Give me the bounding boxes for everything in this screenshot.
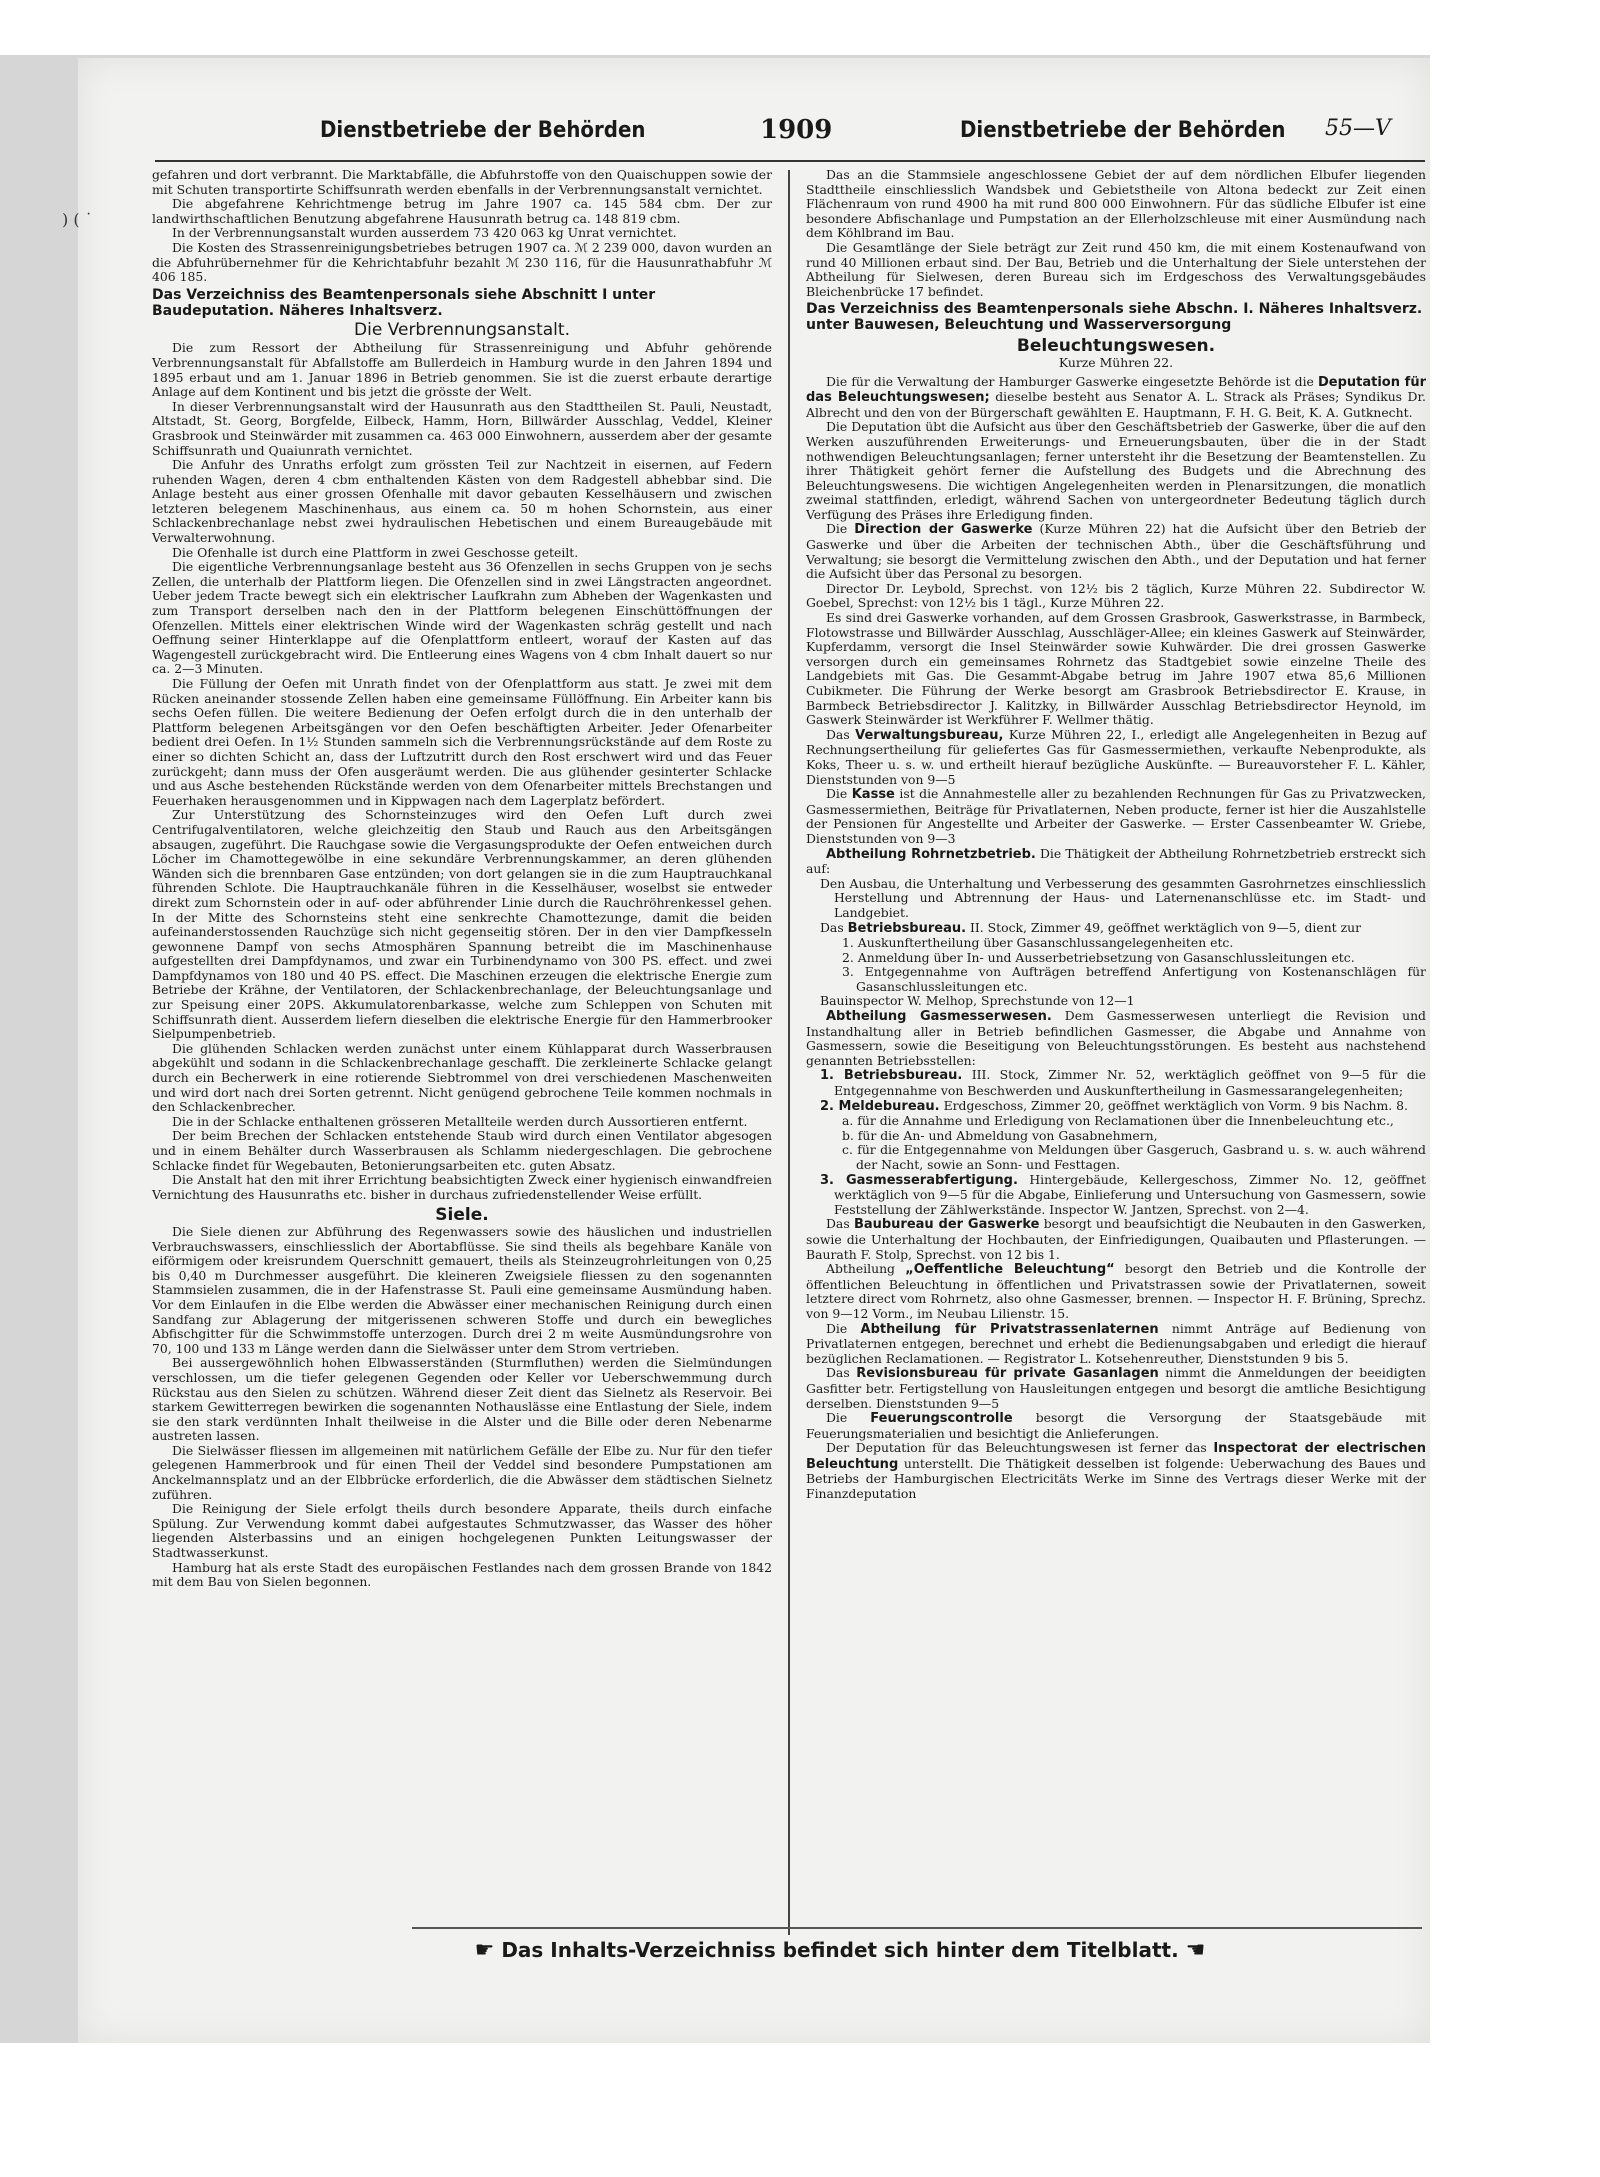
list-item bbox=[806, 1173, 1426, 1218]
text: Die bbox=[826, 521, 848, 537]
lead-term: Direction der Gaswerke bbox=[854, 522, 1033, 538]
text: nimmt Anträge auf Bedienung von Privatlaternen entgegen, berechnet und erhebt die Bedienungsabgaben und erledigt die hierauf bezüglichen Reclamationen. — Registrator L. Kotsehenreuther, Dienststunden 9 bis 5. bbox=[806, 1320, 1426, 1366]
section-heading-beleuchtungswesen: Beleuchtungswesen. bbox=[1016, 336, 1216, 357]
header-rule bbox=[155, 160, 1425, 162]
paragraph: Die Reinigung der Siele erfolgt theils durch besondere Apparate, theils durch einfache Spülung. Zur Verwendung kommt dabei aufgestautes Schmutzwasser, das Wasser des höher liegenden Alsterbassins und an einigen hochgelegenen Punkten Leitungswasser der Stadtwasserkunst. bbox=[152, 1501, 772, 1561]
text: ist die Annahmestelle aller zu bezahlenden Rechnungen für Gas zu Privatzwecken, Gasmessermiethen, Beiträge für Privatlaternen, Neben producte, ferner ist hier die Auszahlstelle der Pensionen für Angestellte und Arbeiter der Gaswerke. — Erster Cassenbeamter W. Griebe, Dienststunden von 9—3 bbox=[806, 786, 1426, 846]
paragraph bbox=[806, 787, 1426, 846]
paragraph: Die abgefahrene Kehrichtmenge betrug im Jahre 1907 ca. 145 584 cbm. Der zur landwirthschaftlichen Benutzung abgefahrene Hausunrath betrug ca. 148 819 cbm. bbox=[152, 196, 772, 226]
lead-term: Betriebsbureau. bbox=[847, 920, 967, 936]
list-item: b. für die An- und Abmeldung von Gasabnehmern, bbox=[842, 1127, 1158, 1143]
paragraph: Director Dr. Leybold, Sprechst. von 12½ bis 2 täglich, Kurze Mühren 22. Subdirector W. Goebel, Sprechst: von 12½ bis 1 tägl., Kurze Mühren 22. bbox=[806, 580, 1426, 611]
text: (Kurze Mühren 22) hat die Aufsicht über den Betrieb der Gaswerke und über die Arbeiten der technischen Abth., über die Geschäftsführung und Verwaltung; sie besorgt die Vermittelung zwischen den Abth., und der Deputation und hat ferner die Aufsicht über das Personal zu besorgen. bbox=[806, 521, 1426, 582]
paragraph: Die Anstalt hat den mit ihrer Errichtung beabsichtigten Zweck einer hygienisch einwandfreien Vernichtung des Hausunraths etc. bisher in durchaus zufriedenstellender Weise erfüllt. bbox=[152, 1172, 772, 1202]
right-column bbox=[806, 168, 1426, 1502]
paragraph bbox=[806, 1262, 1426, 1321]
list-item: a. für die Annahme und Erledigung von Reclamationen über die Innenbeleuchtung etc., bbox=[842, 1113, 1394, 1129]
list-item: 3. Entgegennahme von Aufträgen betreffend Anfertigung von Kostenanschlägen für Gasanschlussleitungen etc. bbox=[842, 964, 1426, 994]
paragraph: Die in der Schlacke enthaltenen grösseren Metallteile werden durch Aussortieren entfernt. bbox=[172, 1113, 748, 1129]
text: Das bbox=[826, 1365, 850, 1381]
text: dieselbe besteht aus Senator A. L. Strack als Präses; Syndikus Dr. Albrecht und den von der Bürgerschaft gewählten E. Hauptmann, F. H. G. Beit, K. A. Gutknecht. bbox=[806, 389, 1426, 420]
footer-notice bbox=[410, 1938, 1270, 1963]
paragraph: Die glühenden Schlacken werden zunächst unter einem Kühlapparat durch Wasserbrausen abgekühlt und sodann in die Schlackenbrechanlage geschafft. Die zerkleinerte Schlacke gelangt durch ein Becherwerk in eine rotierende Siebtrommel von drei verschiedenen Maschenweiten und wird dort nach drei Sorten getrennt. Nicht genügend gebrochene Teile kommen nochmals in den Schlackenbrecher. bbox=[152, 1040, 772, 1115]
section-heading-verbrennungsanstalt: Die Verbrennungsanstalt. bbox=[354, 319, 570, 340]
text: unterstellt. Die Thätigkeit desselben ist folgende: Ueberwachung des Baues und Betriebs der Hamburgischen Electricitäts Werke im Sinne des Vertrags dieser Werke mit der Finanzdeputation bbox=[806, 1455, 1426, 1502]
lead-term: Revisionsbureau für private Gasanlagen bbox=[856, 1366, 1159, 1382]
lead-term: Inspectorat der electrischen Beleuchtung bbox=[806, 1441, 1426, 1472]
text: Das bbox=[826, 726, 850, 742]
edge-marks: ) ( ˙ bbox=[62, 210, 93, 229]
text: Hintergebäude, Kellergeschoss, Zimmer No. 12, geöffnet werktäglich von 9—5 für die Abgabe, Einlieferung und Untersuchung von Gasmessern, sowie Feststellung der Zählwerkstände. Inspector W. Jantzen, Sprechst. von 2—4. bbox=[834, 1171, 1426, 1217]
paragraph bbox=[806, 1441, 1426, 1501]
left-column bbox=[152, 168, 772, 1590]
lead-term: Abtheilung Rohrnetzbetrieb. bbox=[826, 846, 1036, 862]
paragraph: Bauinspector W. Melhop, Sprechstunde von 12—1 bbox=[820, 993, 1135, 1009]
footer-rule bbox=[412, 1927, 1422, 1929]
paragraph: gefahren und dort verbrannt. Die Marktabfälle, die Abfuhrstoffe von den Quaischuppen sowie der mit Schuten transportirte Schiffsunrath werden ebenfalls in der Verbrennungsanstalt vernichtet. bbox=[152, 167, 772, 197]
paragraph: Das an die Stammsiele angeschlossene Gebiet der auf dem nördlichen Elbufer liegenden Stadttheile einschliesslich Wandsbek und Gebietstheile von Altona bedeckt zur Zeit einen Flächenraum von rund 4900 ha mit rund 800 000 Einwohnern. Für das südliche Elbufer ist eine besondere Abfischanlage und Pumpstation an der Ellerholzschleuse mit einer Ausmündung nach dem Köhlbrand im Bau. bbox=[806, 167, 1426, 241]
page-header bbox=[240, 110, 1400, 150]
text: Die für die Verwaltung der Hamburger Gaswerke eingesetzte Behörde ist die bbox=[826, 373, 1314, 389]
paragraph: Die Siele dienen zur Abführung des Regenwassers sowie des häuslichen und industriellen Verbrauchswassers, einschliesslich der Abortabflüsse. Sie sind theils als begehbare Kanäle von eiförmigem oder kreisrundem Querschnitt gemauert, theils als Steinzeugrohrleitungen von 0,25 bis 0,40 m Durchmesser ausgeführt. Die kleineren Zweigsiele fliessen zu den sogenannten Stammsielen zusammen, die in der Hafenstrasse St. Pauli eine gemeinsame Ausmündung haben. Vor dem Einlaufen in die Elbe werden die Abwässer einer mechanischen Reinigung durch einen Sandfang zur Ablagerung der mitgerissenen schweren Stoffe und durch ein bewegliches Abfischgitter für die Schwimmstoffe unterzogen. Durch drei 2 m weite Ausmündungsrohre von 70, 100 und 133 m Länge werden dann die Sielwässer unter dem Strom vertrieben. bbox=[152, 1223, 772, 1356]
paragraph bbox=[806, 1322, 1426, 1367]
paragraph: Bei aussergewöhnlich hohen Elbwasserständen (Sturmfluthen) werden die Sielmündungen verschlossen, um die tiefer gelegenen Gegenden oder Keller vor Ueberschwemmung durch Rückstau aus den Sielen zu schützen. Während dieser Zeit dient das Sielnetz als Reservoir. Bei starkem Gewitterregen bewirken die sogenannten Nothauslässe eine Entlastung der Siele, indem sie den stark verdünnten Inhalt theilweise in die Alster und die Bille oder deren Nebenarme austreten lassen. bbox=[152, 1355, 772, 1444]
paragraph: Die Sielwässer fliessen im allgemeinen mit natürlichem Gefälle der Elbe zu. Nur für den tiefer gelegenen Hammerbrook und für einen Theil der Veddel sind besondere Pumpstationen am Anckelmannsplatz und an der Elbbrücke erforderlich, die die Abwässer dem städtischen Sielnetz zuführen. bbox=[152, 1442, 772, 1502]
page-number: 55—V bbox=[1325, 116, 1391, 141]
section-address: Kurze Mühren 22. bbox=[1058, 354, 1174, 370]
paragraph: Die Ofenhalle ist durch eine Plattform in zwei Geschosse geteilt. bbox=[172, 544, 579, 560]
text: besorgt die Versorgung der Staatsgebäude mit Feuerungsmaterialien und besichtigt die Anlieferungen. bbox=[806, 1410, 1426, 1441]
list-item: 2. Anmeldung über In- und Ausserbetriebsetzung von Gasanschlussleitungen etc. bbox=[842, 949, 1355, 965]
lead-term: 3. Gasmesserabfertigung. bbox=[820, 1172, 1018, 1188]
paragraph: Die eigentliche Verbrennungsanlage besteht aus 36 Ofenzellen in sechs Gruppen von je sechs Zellen, die unterhalb der Plattform liegen. Die Ofenzellen sind in zwei Längstracten angeordnet. Ueber jedem Tracte bewegt sich ein elektrischer Laufkrahn zum Abheben der Wagenkasten und zum Transport derselben nach den in der Plattform belegenen Einschüttöffnungen der Ofenzellen. Mittels einer elektrischen Winde wird der Wagenkasten schräg gestellt und nach Oeffnung seiner Hinterklappe auf die Ofenplattform entleert, worauf der Kasten auf das Wagengestell zurückgebracht wird. Die Entleerung eines Wagens von 4 cbm Inhalt dauert so nur ca. 2—3 Minuten. bbox=[152, 559, 772, 677]
paragraph: In dieser Verbrennungsanstalt wird der Hausunrath aus den Stadttheilen St. Pauli, Neustadt, Altstadt, St. Georg, Borgfelde, Eilbeck, Hamm, Horn, Billwärder Ausschlag, Veddel, Kleiner Grasbrook und Steinwärder mit zusammen ca. 463 000 Einwohnern, ausserdem aber der gesamte Schiffsunrath und Quaiunrath vernichtet. bbox=[152, 398, 772, 458]
text: Die bbox=[826, 786, 848, 802]
paragraph: Die Anfuhr des Unraths erfolgt zum grössten Teil zur Nachtzeit in eisernen, auf Federn ruhenden Wagen, deren 4 cbm enthaltenden Kästen von dem Radgestell abhebbar sind. Die Anlage besteht aus einer grossen Ofenhalle mit davor gebauten Kesselhäusern und zwischen letzteren belegenem Maschinenhaus, aus einem ca. 50 m hohen Schornstein, aus einer Schlackenbrechanlage nebst zwei hydraulischen Hebetischen und einem Bureaugebäude mit Verwalterwohnung. bbox=[152, 457, 772, 546]
text: besorgt den Betrieb und die Kontrolle der öffentlichen Beleuchtung in öffentlichen und Privatstrassen sowie der Privatlaternen, soweit letztere direct vom Rohrnetz, also ohne Gasmesser, brennen. — Inspector H. F. Brüning, Sprechz. von 9—12 Vorm., im Neubau Lilienstr. 15. bbox=[806, 1261, 1426, 1321]
text: Erdgeschoss, Zimmer 20, geöffnet werktäglich von Vorm. 9 bis Nachm. 8. bbox=[943, 1097, 1408, 1113]
paragraph: Die Füllung der Oefen mit Unrath findet von der Ofenplattform aus statt. Je zwei mit dem Rücken aneinander stossende Zellen haben eine gemeinsame Füllöffnung. Ein Arbeiter kann bis sechs Oefen füllen. Die weitere Bedienung der Oefen erfolgt durch die in den unterhalb der Plattform belegenen Arbeitsgängen vor den Oefen beschäftigten Arbeiter. Jeder Ofenarbeiter bedient drei Oefen. In 1½ Stunden sammeln sich die Verbrennungsrückstände auf dem Roste zu einer so dichten Schicht an, dass der Luftzutritt durch den Rost erschwert wird und das Feuer zurückgeht; dann muss der Ofen ausgeräumt werden. Die aus glühender gesinterter Schlacke und aus Asche bestehenden Rückstände werden von dem Ofenarbeiter mittels Brechstangen und Feuerhaken herausgenommen und in Kippwagen nach dem Lagerplatz befördert. bbox=[152, 676, 772, 808]
paragraph: Zur Unterstützung des Schornsteinzuges wird den Oefen Luft durch zwei Centrifugalventilatoren, welche gleichzeitig den Staub und Rauch aus den Arbeitsgängen absaugen, zugeführt. Die Rauchgase sowie die Vergasungsprodukte der Oefen entweichen durch Löcher im Chamottegewölbe in eine sekundäre Verbrennungskammer, an deren glühenden Wänden sich die brennbaren Gase entzünden; von dort gelangen sie in die zum Hauptrauchkanal führenden Schlote. Die Hauptrauchkanäle führen in die Kesselhäuser, woselbst sie entweder direkt zum Schornstein oder in auf- oder abführender Linie durch die Rauchröhrenkessel gehen. In der Mitte des Schornsteins steht eine senkrechte Chamottezunge, damit die beiden aufeinanderstossenden Rauchzüge sich nicht gegenseitig stören. Der in den vier Dampfkesseln gewonnene Dampf von sechs Atmosphären Spannung betreibt die im Maschinenhause aufgestellten drei Dampfdynamos, und zwar ein Turbinendynamo von 300 PS. effect. und zwei Dampfdynamos von 180 und 40 PS. effect. Die Maschinen erzeugen die elektrische Energie zum Betriebe der Krähne, der Ventilatoren, der Schlackenbrechanlage, der Beleuchtungsanlage und zur Speisung einer 20PS. Akkumulatorenbarkasse, welche zum Schleppen von Schuten mit Schiffsunrath dient. Ausserdem liefern dieselben die elektrische Energie für den Hammerbrooker Sielpumpenbetrieb. bbox=[152, 807, 772, 1042]
list-item bbox=[806, 1099, 1426, 1115]
paragraph bbox=[806, 1217, 1426, 1262]
paragraph: Der beim Brechen der Schlacken entstehende Staub wird durch einen Ventilator abgesogen und in einem Behälter durch Wasserbrausen als Schlamm niedergeschlagen. Die gebrochene Schlacke findet für Wegebauten, Betonierungsarbeiten etc. guten Absatz. bbox=[152, 1128, 772, 1173]
lead-term: Baubureau der Gaswerke bbox=[853, 1217, 1040, 1233]
text: Abtheilung bbox=[826, 1261, 895, 1277]
text: Die bbox=[826, 1410, 848, 1426]
text: Der Deputation für das Beleuchtungswesen ist ferner das bbox=[826, 1440, 1207, 1456]
header-year: 1909 bbox=[760, 115, 833, 145]
pointing-hand-left-icon: ☚ bbox=[1185, 1938, 1206, 1963]
paragraph: Die Deputation übt die Aufsicht aus über den Geschäftsbetrieb der Gaswerke, über die auf den Werken auszuführenden Erweiterungs- und Erneuerungsbauten, über die in der Stadt nothwendigen Beleuchtungsanlagen; ferner untersteht ihr die Besetzung der Beamtenstellen. Zu ihrer Thätigkeit gehört ferner die Aufstellung des Budgets und die Abrechnung des Beleuchtungswesens. Die wichtigen Angelegenheiten werden in Plenarsitzungen, die monatlich zweimal stattfinden, erledigt, während Sachen von untergeordneter Bedeutung täglich durch Verfügung des Präses ihre Erledigung finden. bbox=[806, 419, 1426, 522]
personnel-notice: Das Verzeichniss des Beamtenpersonals siehe Abschn. I. Näheres Inhaltsverz. unter Bauwesen, Beleuchtung und Wasserversorgung bbox=[806, 301, 1423, 334]
paragraph: In der Verbrennungsanstalt wurden ausserdem 73 420 063 kg Unrat vernichtet. bbox=[172, 225, 677, 241]
list-item bbox=[806, 1068, 1426, 1098]
paragraph bbox=[806, 375, 1426, 421]
text: nimmt die Anmeldungen der beeidigten Gasfitter betr. Fertigstellung von Hausleitungen entgegen und besorgt die amtliche Besichtigung derselben. Dienststunden 9—5 bbox=[806, 1365, 1426, 1411]
text: Dem Gasmesserwesen unterliegt die Revision und Instandhaltung aller in Betrieb befindlichen Gasmesser, die Abgabe und Annahme von Gasmessern, sowie die Beseitigung von Beleuchtungsstörungen. Es besteht aus nachstehend genannten Betriebsstellen: bbox=[806, 1008, 1426, 1068]
text: Kurze Mühren 22, I., erledigt alle Angelegenheiten in Bezug auf Rechnungsertheilung für geliefertes Gas für Gasmessermiethen, verkaufte Nebenprodukte, als Koks, Theer u. s. w. und ertheilt hierauf bezügliche Auskünfte. — Bureauvorsteher F. L. Kähler, Dienststunden von 9—5 bbox=[806, 726, 1426, 787]
paragraph bbox=[806, 728, 1426, 787]
lead-term: Abtheilung Gasmesserwesen. bbox=[826, 1009, 1052, 1025]
lead-term: Feuerungscontrolle bbox=[870, 1411, 1013, 1427]
lead-term: Abtheilung für Privatstrassenlaternen bbox=[860, 1321, 1159, 1337]
header-right-title: Dienstbetriebe der Behörden bbox=[960, 118, 1286, 143]
lead-term: 1. Betriebsbureau. bbox=[820, 1068, 963, 1084]
paragraph bbox=[806, 1366, 1426, 1411]
lead-term: Verwaltungsbureau, bbox=[855, 727, 1004, 743]
section-heading-siele: Siele. bbox=[435, 1205, 489, 1226]
footer-text: Das Inhalts-Verzeichniss befindet sich hinter dem Titelblatt. bbox=[501, 1938, 1179, 1962]
lead-term: 2. Meldebureau. bbox=[820, 1098, 940, 1114]
text: III. Stock, Zimmer Nr. 52, werktäglich geöffnet von 9—5 für die Entgegennahme von Beschwerden und Auskunftertheilung in Gasmessarangelegenheiten; bbox=[834, 1067, 1427, 1099]
paragraph: Die zum Ressort der Abtheilung für Strassenreinigung und Abfuhr gehörende Verbrennungsanstalt für Abfallstoffe am Bullerdeich in Hamburg wurde in den Jahren 1894 und 1895 erbaut und am 1. Januar 1896 in Betrieb genommen. Sie ist die zuerst erbaute derartige Anlage auf dem Kontinent und bis jetzt die grösste der Welt. bbox=[152, 340, 772, 400]
lead-term: „Oeffentliche Beleuchtung“ bbox=[905, 1262, 1115, 1278]
paragraph bbox=[806, 847, 1426, 877]
paragraph: Den Ausbau, die Unterhaltung und Verbesserung des gesammten Gasrohrnetzes einschliesslich Herstellung und Abtrennung der Haus- und Laternenanschlüsse etc. im Stadt- und Landgebiet. bbox=[820, 875, 1426, 920]
lead-term: Kasse bbox=[851, 787, 895, 803]
text: Die Thätigkeit der Abtheilung Rohrnetzbetrieb erstreckt sich auf: bbox=[806, 845, 1426, 877]
paragraph bbox=[806, 1009, 1426, 1068]
text: II. Stock, Zimmer 49, geöffnet werktäglich von 9—5, dient zur bbox=[970, 919, 1362, 935]
paragraph: Es sind drei Gaswerke vorhanden, auf dem Grossen Grasbrook, Gaswerkstrasse, in Barmbeck, Flotowstrasse und Billwärder Ausschlag, Ausschläger-Allee; ein kleines Gaswerk auf Steinwärder, Kupferdamm, versorgt die Insel Steinwärder sowie Kuhwärder. Die drei grossen Gaswerke versorgen durch ein gemeinsames Rohrnetz das Stadtgebiet sowie einzelne Theile des Landgebiets mit Gas. Die Gesammt-Abgabe betrug im Jahre 1907 etwa 85,6 Millionen Cubikmeter. Die Führung der Werke besorgt am Grasbrook Betriebsdirector E. Krause, in Barmbeck Betriebsdirector J. Kalitzky, in Billwärder Ausschlag Betriebsdirector Heynold, im Gaswerk Steinwärder ist Werkführer F. Wellmer thätig. bbox=[806, 610, 1426, 728]
text: besorgt und beaufsichtigt die Neubauten in den Gaswerken, sowie die Unterhaltung der Hochbauten, der Einfriedigungen, Quaibauten und Pflasterungen. — Baurath F. Stolp, Sprechst. von 12 bis 1. bbox=[806, 1216, 1426, 1262]
header-left-title: Dienstbetriebe der Behörden bbox=[320, 118, 646, 143]
paragraph: Hamburg hat als erste Stadt des europäischen Festlandes nach dem grossen Brande von 1842 mit dem Bau von Sielen begonnen. bbox=[152, 1559, 772, 1590]
text: Die bbox=[826, 1320, 848, 1336]
paragraph: Die Gesamtlänge der Siele beträgt zur Zeit rund 450 km, die mit einem Kostenaufwand von rund 40 Millionen erbaut sind. Der Bau, Betrieb und die Unterhaltung der Siele unterstehen der Abtheilung für Sielwesen, deren Bureau sich im Erdgeschoss des Verwaltungsgebäudes Bleichenbrücke 17 befindet. bbox=[806, 239, 1426, 299]
pointing-hand-right-icon: ☛ bbox=[474, 1938, 495, 1963]
personnel-notice: Das Verzeichniss des Beamtenpersonals siehe Abschnitt I unter Baudeputation. Näheres Inhaltsverz. bbox=[152, 286, 656, 319]
column-divider bbox=[788, 170, 790, 1935]
paragraph bbox=[806, 522, 1426, 581]
text: Das bbox=[820, 919, 844, 935]
paragraph bbox=[806, 1411, 1426, 1441]
text: Das bbox=[826, 1216, 850, 1232]
list-item: c. für die Entgegennahme von Meldungen über Gasgeruch, Gasbrand u. s. w. auch während der Nacht, sowie an Sonn- und Festtagen. bbox=[842, 1142, 1426, 1172]
list-item: 1. Auskunftertheilung über Gasanschlussangelegenheiten etc. bbox=[842, 935, 1234, 951]
paragraph bbox=[806, 921, 1426, 937]
paragraph: Die Kosten des Strassenreinigungsbetriebes betrugen 1907 ca. ℳ 2 239 000, davon wurden an die Abfuhrübernehmer für die Kehrichtabfuhr bezahlt ℳ 230 116, für die Hausunrathabfuhr ℳ 406 185. bbox=[152, 239, 772, 285]
lead-term: Deputation für das Beleuchtungswesen; bbox=[806, 374, 1426, 406]
